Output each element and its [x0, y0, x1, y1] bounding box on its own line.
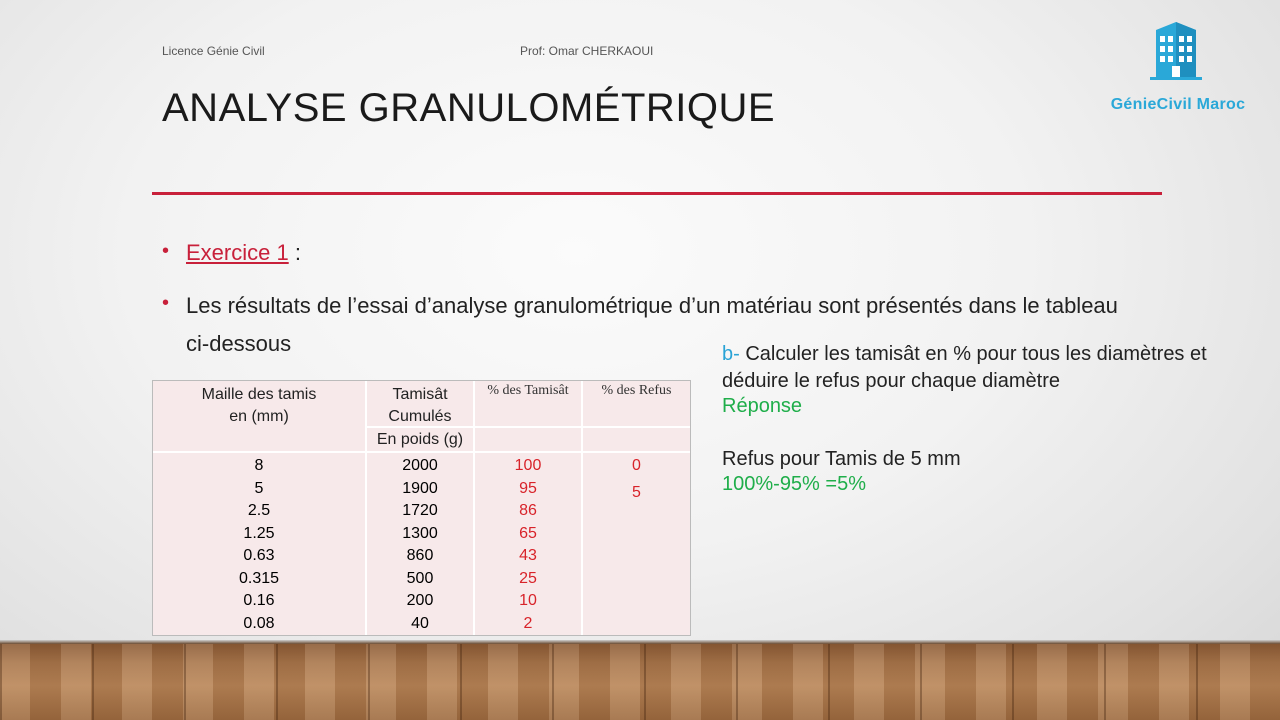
table-cell — [583, 572, 690, 595]
question-line2: déduire le refus pour chaque diamètre — [722, 370, 1060, 392]
table-cell: 860 — [406, 547, 434, 564]
header-tamisat: Tamisât Cumulés — [388, 386, 452, 425]
question-line1: Calculer les tamisât en % pour tous les diamètres et — [739, 343, 1207, 365]
logo — [1100, 22, 1256, 122]
table-cell: 0.16 — [243, 592, 275, 609]
table-cell: 10 — [519, 592, 537, 609]
header-course: Licence Génie Civil — [162, 44, 265, 58]
table-cell — [583, 527, 690, 550]
column-tamisat — [367, 455, 473, 635]
table-cell: 0 — [632, 457, 641, 474]
table-cell: 200 — [406, 592, 434, 609]
table-cell: 0.63 — [243, 547, 275, 564]
column-pct-tamisat — [475, 455, 581, 635]
table-cell: 65 — [519, 524, 537, 542]
table-cell: 8 — [254, 457, 264, 474]
table-cell — [583, 504, 690, 527]
wood-floor — [0, 644, 1280, 720]
header-pct-refus: % des Refus — [601, 383, 672, 398]
table-cell — [583, 617, 690, 640]
header-professor: Prof: Omar CHERKAOUI — [520, 44, 654, 58]
table-cell: 5 — [632, 483, 641, 501]
table-cell: 0.315 — [238, 569, 280, 587]
results-table — [152, 380, 691, 636]
table-cell: 40 — [411, 614, 429, 632]
table-cell: 2.5 — [247, 502, 271, 519]
table-cell: 2 — [523, 614, 533, 632]
refus-line: Refus pour Tamis de 5 mm — [722, 448, 961, 470]
table-cell: 1300 — [402, 524, 438, 542]
answer-label: Réponse — [722, 395, 803, 417]
table-cell: 25 — [519, 569, 537, 587]
question-panel — [722, 343, 1272, 496]
building-icon — [1148, 22, 1204, 82]
table-cell: 86 — [519, 502, 537, 519]
table-cell — [583, 549, 690, 572]
table-cell: 1900 — [402, 479, 438, 497]
refus-result: 100%-95% =5% — [722, 473, 866, 495]
column-maille — [153, 455, 365, 635]
table-cell: 95 — [519, 479, 537, 497]
intro-text: Les résultats de l’essai d’analyse granulométrique d’un matériau sont présentés dans le tableau ci-dessous — [186, 293, 1118, 356]
question-prefix: b- — [722, 343, 740, 365]
bullet-dot: • — [162, 292, 170, 314]
header-maille: Maille des tamis en (mm) — [201, 386, 317, 425]
exercise-label: Exercice 1 — [186, 240, 289, 265]
table-cell: 100 — [514, 457, 542, 474]
header-pct-tamisat: % des Tamisât — [487, 383, 569, 398]
table-cell: 1.25 — [243, 524, 275, 542]
bullet-dot: • — [162, 240, 170, 262]
logo-text: GénieCivil Maroc — [1110, 96, 1246, 113]
slide-title: ANALYSE GRANULOMÉTRIQUE — [162, 86, 776, 130]
table-cell: 43 — [519, 547, 537, 564]
table-cell: 500 — [406, 569, 434, 587]
table-cell: 1720 — [402, 502, 438, 519]
table-cell: 2000 — [402, 457, 438, 474]
column-pct-refus — [583, 455, 690, 639]
exercise-suffix: : — [288, 240, 301, 265]
title-divider — [152, 192, 1162, 195]
header-tamisat-unit: En poids (g) — [376, 431, 464, 448]
table-cell: 5 — [254, 479, 264, 497]
table-cell: 0.08 — [243, 614, 275, 632]
table-cell — [583, 594, 690, 617]
